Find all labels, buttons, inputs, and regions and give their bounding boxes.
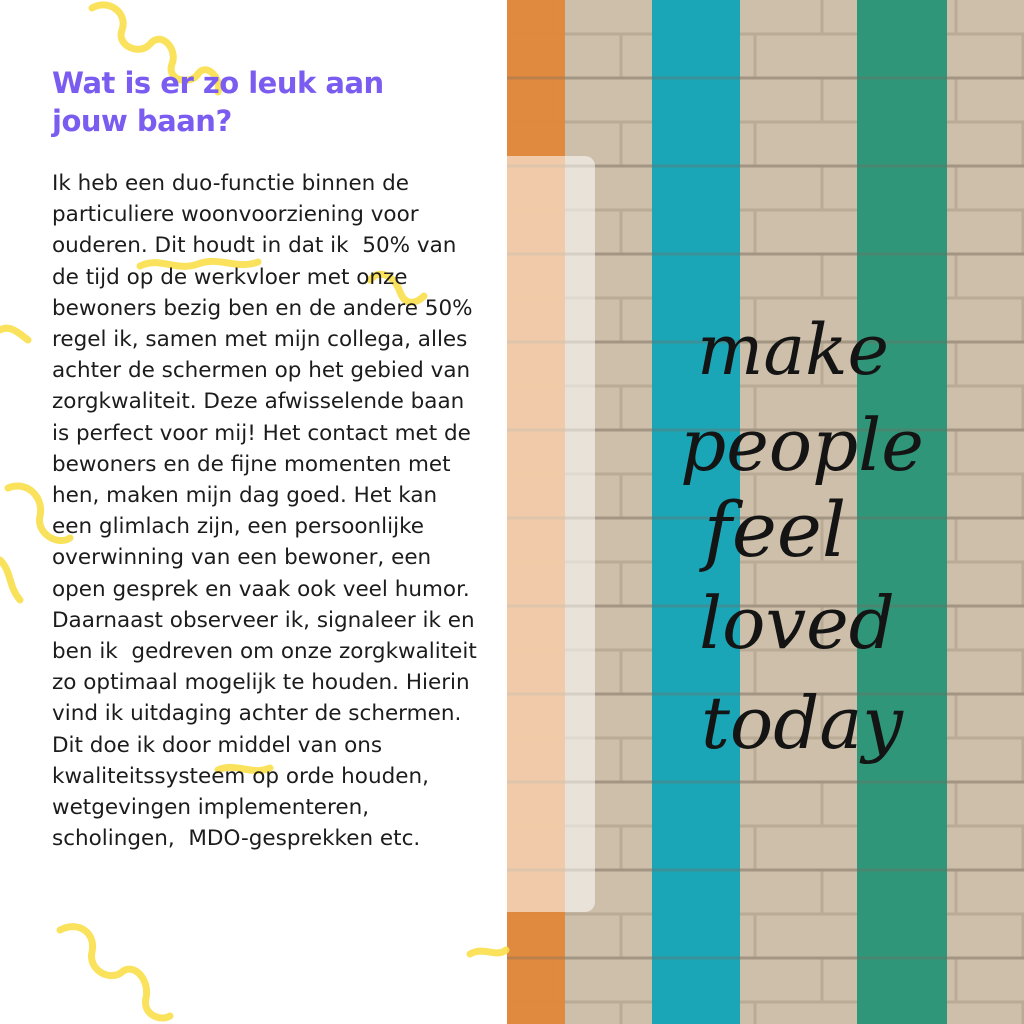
page-heading: [52, 64, 452, 140]
body-line: kwaliteitssysteem op orde houden,: [52, 763, 429, 789]
mural-line-1: make: [697, 309, 889, 391]
mural-line-4: loved: [699, 581, 895, 665]
body-line: bewoners en de fijne momenten met: [52, 451, 451, 477]
body-line: particuliere woonvoorziening voor: [52, 202, 419, 228]
mural-line-5: today: [701, 681, 903, 765]
body-line: zorgkwaliteit. Deze afwisselende baan: [52, 389, 465, 415]
body-line: Dit doe ik door middel van ons: [52, 732, 383, 758]
body-line: ben ik gedreven om onze zorgkwaliteit: [52, 639, 477, 665]
body-line: open gesprek en vaak ook veel humor.: [52, 576, 470, 602]
body-paragraph: [52, 168, 612, 854]
body-line: Ik heb een duo-functie binnen de: [52, 171, 410, 196]
body-line: vind ik uitdaging achter de schermen.: [52, 701, 462, 727]
body-line: bewoners bezig ben en de andere 50%: [52, 295, 473, 321]
mural-line-2: people: [680, 403, 924, 487]
mural-line-3: feel: [703, 485, 847, 574]
heading-line-2: jouw baan?: [52, 104, 232, 138]
body-line: zo optimaal mogelijk te houden. Hierin: [52, 670, 470, 696]
heading-line-1: Wat is er zo leuk aan: [52, 66, 384, 100]
body-line: ouderen. Dit houdt in dat ik 50% van: [52, 233, 457, 259]
body-line: regel ik, samen met mijn collega, alles: [52, 327, 468, 353]
body-line: wetgevingen implementeren,: [52, 795, 370, 821]
body-line: scholingen, MDO-gesprekken etc.: [52, 826, 421, 852]
body-line: hen, maken mijn dag goed. Het kan: [52, 483, 438, 509]
body-line: de tijd op de werkvloer met onze: [52, 264, 408, 290]
body-line: is perfect voor mij! Het contact met de: [52, 420, 471, 446]
body-line: een glimlach zijn, een persoonlijke: [52, 514, 425, 540]
body-line: overwinning van een bewoner, een: [52, 545, 432, 571]
body-line: Daarnaast observeer ik, signaleer ik en: [52, 607, 475, 633]
body-line: achter de schermen op het gebied van: [52, 358, 471, 384]
